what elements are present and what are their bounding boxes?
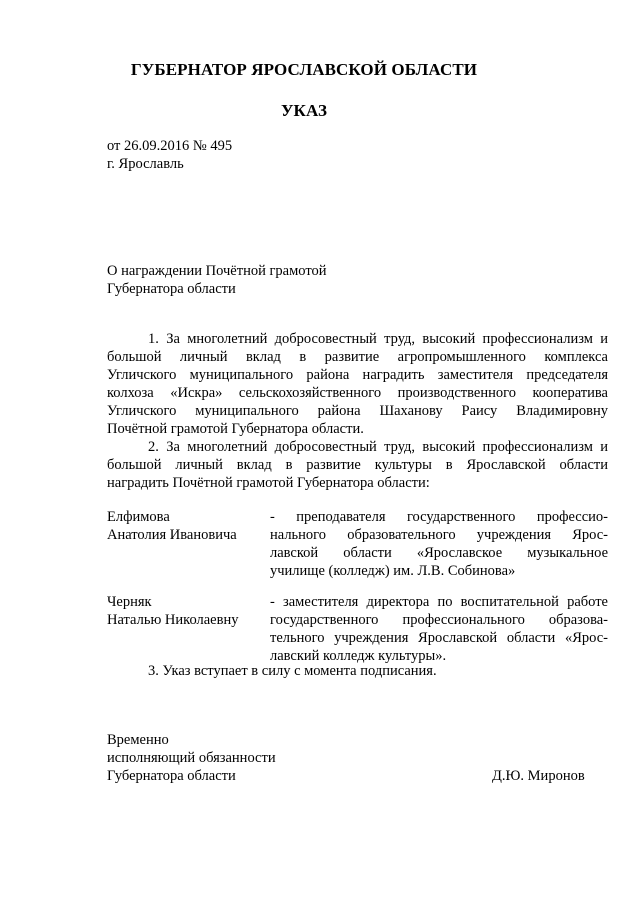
awardee-2-desc-line: тельного учреждения Ярославской области «Ярос- <box>270 630 608 646</box>
awardee-2-desc-line: лавский колледж культуры». <box>270 648 447 664</box>
awardee-1-surname: Елфимова <box>107 509 170 525</box>
awardee-2-desc-line: - заместителя директора по воспитательной работе <box>270 594 608 610</box>
paragraph-1-line: 1. За многолетний добросовестный труд, высокий профессионализм и <box>148 331 608 347</box>
awardee-2-desc-line: государственного профессионального образова- <box>270 612 608 628</box>
subject-line-2: Губернатора области <box>107 281 236 297</box>
paragraph-1-line: Угличского муниципального района наградить заместителя председателя <box>107 367 608 383</box>
signature-line-3: Губернатора области <box>107 768 236 784</box>
paragraph-1-line: Угличского муниципального района Шаханову Раису Владимировну <box>107 403 608 419</box>
paragraph-3: 3. Указ вступает в силу с момента подписания. <box>148 663 437 679</box>
signature-line-1: Временно <box>107 732 169 748</box>
awardee-2-description <box>270 593 608 665</box>
awardee-1-desc-line: - преподавателя государственного профессио- <box>270 509 608 525</box>
paragraph-2-line: наградить Почётной грамотой Губернатора области: <box>107 475 430 491</box>
awardee-1-description <box>270 508 608 580</box>
paragraph-1-line: Почётной грамотой Губернатора области. <box>107 421 364 437</box>
subject-line-1: О награждении Почётной грамотой <box>107 263 327 279</box>
authority-title: ГУБЕРНАТОР ЯРОСЛАВСКОЙ ОБЛАСТИ <box>130 60 478 79</box>
awardee-1-given-name: Анатолия Ивановича <box>107 527 237 543</box>
awardee-1-desc-line: училище (колледж) им. Л.В. Собинова» <box>270 563 516 579</box>
awardee-2-surname: Черняк <box>107 594 152 610</box>
awardee-1-desc-line: лавской области «Ярославское музыкальное <box>270 545 608 561</box>
paragraph-2-line: 2. За многолетний добросовестный труд, высокий профессионализм и <box>148 439 608 455</box>
paragraph-2 <box>107 438 608 492</box>
awardee-1-desc-line: нального образовательного учреждения Ярос- <box>270 527 608 543</box>
document-type: УКАЗ <box>280 101 328 120</box>
signer-name: Д.Ю. Миронов <box>492 768 585 784</box>
paragraph-1 <box>107 330 608 438</box>
signature-line-2: исполняющий обязанности <box>107 750 276 766</box>
awardee-2-given-name: Наталью Николаевну <box>107 612 239 628</box>
date-number: от 26.09.2016 № 495 <box>107 138 233 154</box>
city: г. Ярославль <box>107 156 184 172</box>
paragraph-1-line: большой личный вклад в развитие агропромышленного комплекса <box>107 349 608 365</box>
paragraph-1-line: колхоза «Искра» сельскохозяйственного производственного кооператива <box>107 385 608 401</box>
paragraph-2-line: большой личный вклад в развитие культуры в Ярославской области <box>107 457 608 473</box>
